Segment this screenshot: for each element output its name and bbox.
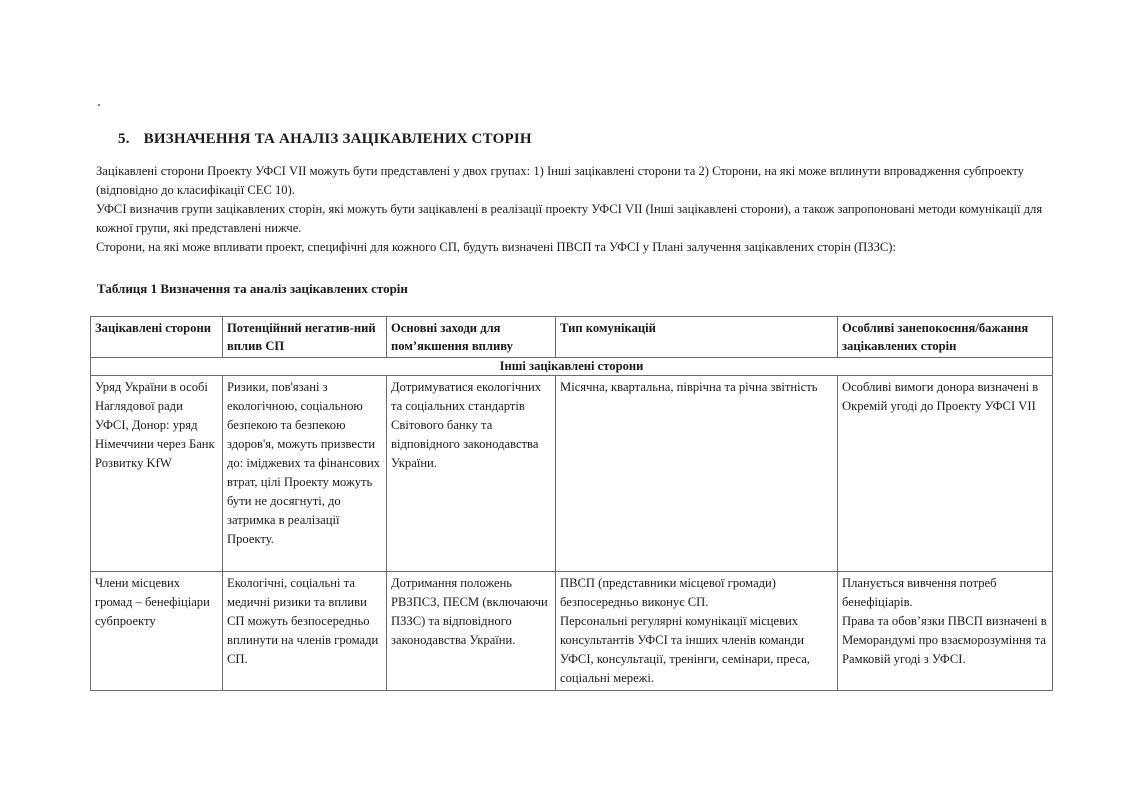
- table-row: [91, 376, 1053, 572]
- column-header-communication-type: Тип комунікацій: [556, 317, 838, 358]
- table-cell: Члени місцевих громад – бенефіціари субпроекту: [91, 572, 223, 691]
- table-cell: Особливі вимоги донора визначені в Окремій угоді до Проекту УФСІ VII: [838, 376, 1053, 572]
- table-row: [91, 572, 1053, 691]
- section-title: ВИЗНАЧЕННЯ ТА АНАЛІЗ ЗАЦІКАВЛЕНИХ СТОРІН: [143, 131, 532, 147]
- table-cell: Уряд України в особі Наглядової ради УФСІ, Донор: уряд Німеччини через Банк Розвитку KfW: [91, 376, 223, 572]
- intro-paragraph-3: Сторони, на які може впливати проект, специфічні для кожного СП, будуть визначені ПВСП та УФСІ у Плані залучення зацікавлених сторін (ПЗЗС):: [96, 240, 896, 254]
- scan-dot-mark: [98, 104, 100, 106]
- table-cell: ПВСП (представники місцевої громади) безпосередньо виконує СП. Персональні регулярні комунікації місцевих консультантів УФСІ та інших членів команди УФСІ, консультації, тренінги, семінари, преса, соціальні мережі.: [556, 572, 838, 691]
- column-header-concerns: Особливі занепокоєння/бажання зацікавлених сторін: [838, 317, 1053, 358]
- table-cell: Ризики, пов'язані з екологічною, соціальною безпекою та безпекою здоров'я, можуть призвести до: іміджевих та фінансових втрат, цілі Проекту можуть бути не досягнуті, до затримка в реалізації Проекту.: [223, 376, 387, 572]
- intro-paragraph-2: УФСІ визначив групи зацікавлених сторін, які можуть бути зацікавлені в реалізації проекту УФСІ VII (Інші зацікавлені сторони), а також запропоновані методи комунікації для кожної групи, які представлені нижче.: [96, 202, 1043, 235]
- intro-text: [96, 162, 1056, 257]
- intro-paragraph-1: Зацікавлені сторони Проекту УФСІ VII можуть бути представлені у двох групах: 1) Інші зацікавлені сторони та 2) Сторони, на які може вплинути впровадження субпроекту (відповідно до класифікації СЕС 10).: [96, 164, 1024, 197]
- column-header-negative-impact: Потенційний негатив-ний вплив СП: [223, 317, 387, 358]
- table-header-row: [91, 317, 1053, 358]
- table-cell: Дотримуватися екологічних та соціальних стандартів Світового банку та відповідного законодавства України.: [387, 376, 556, 572]
- group-row: [91, 358, 1053, 376]
- stakeholders-table: [90, 316, 1053, 691]
- table-cell: Екологічні, соціальні та медичні ризики та впливи СП можуть безпосередньо вплинути на членів громади СП.: [223, 572, 387, 691]
- column-header-mitigation: Основні заходи для пом’якшення впливу: [387, 317, 556, 358]
- table-caption: Таблиця 1 Визначення та аналіз зацікавлених сторін: [97, 281, 408, 296]
- table-cell: Планується вивчення потреб бенефіціарів. Права та обов’язки ПВСП визначені в Меморандумі про взаєморозуміння та Рамковій угоді з УФСІ.: [838, 572, 1053, 691]
- table-cell: Дотримання положень РВЗПСЗ, ПЕСМ (включаючи ПЗЗС) та відповідного законодавства України.: [387, 572, 556, 691]
- group-label: Інші зацікавлені сторони: [91, 358, 1053, 376]
- section-number: 5.: [118, 131, 130, 147]
- column-header-stakeholders: Зацікавлені сторони: [91, 317, 223, 358]
- table-cell: Місячна, квартальна, піврічна та річна звітність: [556, 376, 838, 572]
- section-heading: [118, 131, 532, 148]
